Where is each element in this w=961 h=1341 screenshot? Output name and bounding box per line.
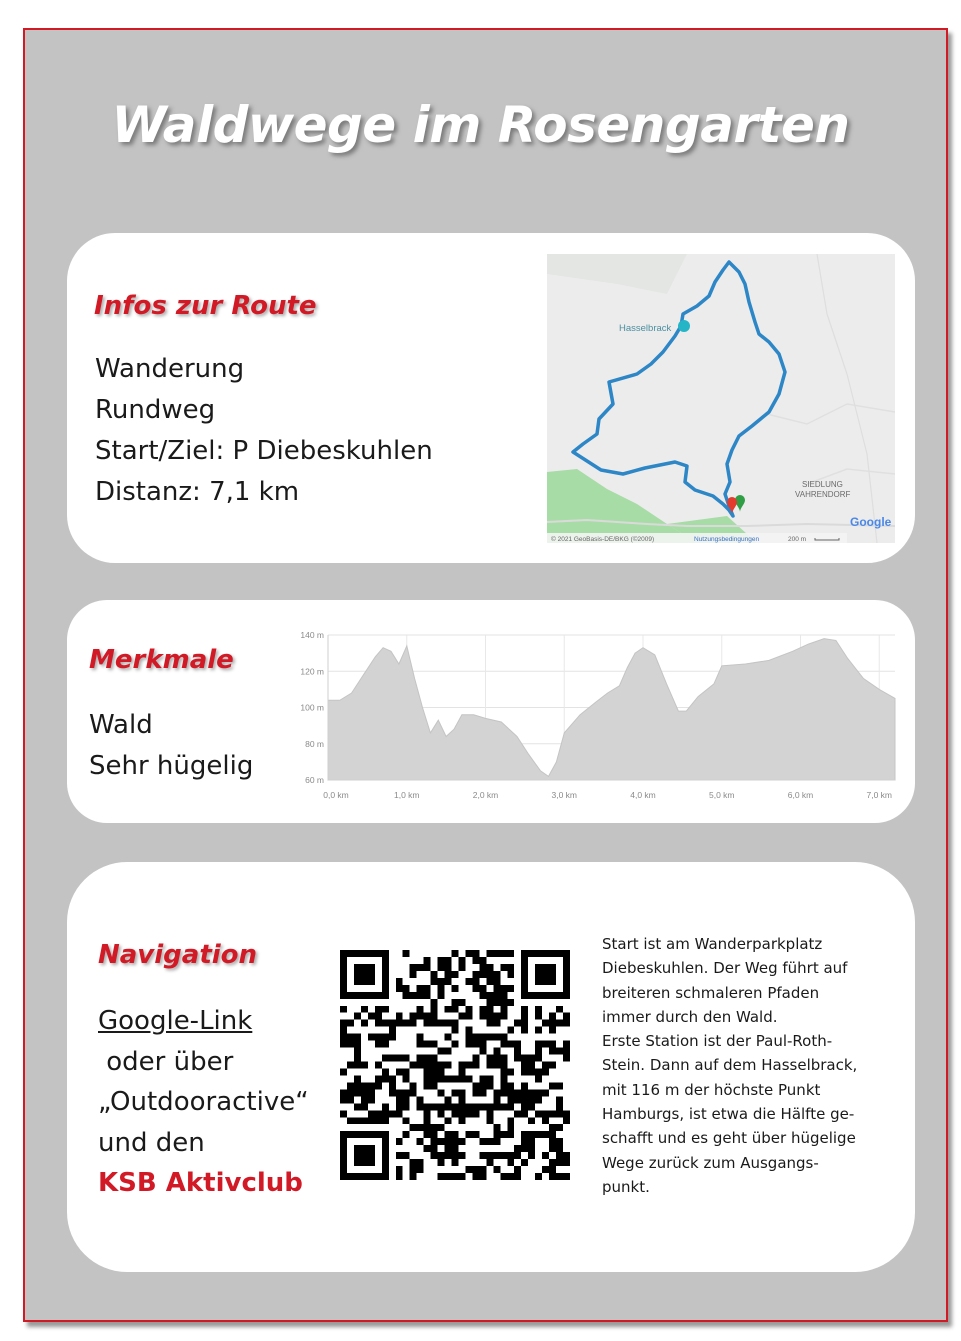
feature-hilly: Sehr hügelig	[89, 751, 254, 781]
navigation-text	[98, 1001, 309, 1204]
y-tick-label: 80 m	[305, 738, 324, 749]
nav-line-oder: oder über	[98, 1046, 234, 1077]
route-description	[602, 932, 892, 1199]
map-label-vahrendorf: VAHRENDORF	[795, 490, 851, 499]
route-start: Start/Ziel: P Diebeskuhlen	[95, 436, 433, 466]
y-tick-label: 140 m	[300, 630, 324, 640]
description-line: Hamburgs, ist etwa die Hälfte ge-	[602, 1105, 855, 1124]
x-tick-label: 6,0 km	[787, 790, 814, 800]
navigation-heading: Navigation	[98, 940, 258, 970]
y-tick-label: 60 m	[305, 775, 324, 785]
description-line: Start ist am Wanderparkplatz	[602, 935, 823, 953]
description-line: breiteren schmaleren Pfaden	[602, 983, 820, 1002]
description-line: Erste Station ist der Paul-Roth-	[602, 1032, 833, 1051]
route-heading: Infos zur Route	[94, 291, 317, 321]
description-line: Diebeskuhlen. Der Weg führt auf	[602, 959, 848, 978]
map-label-hasselbrack: Hasselbrack	[619, 323, 672, 334]
x-tick-label: 5,0 km	[708, 790, 735, 800]
features-heading: Merkmale	[89, 645, 234, 675]
map-terms-link[interactable]: Nutzungsbedingungen	[694, 536, 760, 543]
route-details	[95, 349, 433, 513]
route-distance: Distanz: 7,1 km	[95, 477, 300, 507]
navigation-card	[67, 862, 915, 1272]
qr-modules	[340, 950, 570, 1180]
description-line: immer durch den Wald.	[602, 1007, 778, 1026]
google-link[interactable]: Google-Link	[98, 1006, 253, 1036]
x-tick-label: 4,0 km	[630, 790, 656, 800]
description-line: schafft und es geht über hügelige	[602, 1129, 856, 1148]
x-tick-label: 3,0 km	[551, 790, 578, 800]
map-label-siedlung: SIEDLUNG	[802, 480, 843, 489]
x-tick-label: 7,0 km	[866, 790, 893, 800]
elevation-chart	[297, 630, 897, 805]
feature-forest: Wald	[89, 710, 153, 740]
route-type: Wanderung	[95, 354, 245, 384]
qr-code[interactable]	[340, 946, 570, 1184]
y-tick-label: 100 m	[300, 702, 324, 713]
description-line: mit 116 m der höchste Punkt	[602, 1080, 821, 1099]
x-tick-label: 2,0 km	[472, 790, 499, 800]
route-info-card	[67, 233, 915, 563]
x-tick-label: 0,0 km	[323, 790, 349, 800]
camera-icon[interactable]	[678, 320, 690, 332]
features-card	[67, 600, 915, 823]
map-scale: 200 m	[788, 536, 807, 543]
ksb-aktivclub-link[interactable]: KSB Aktivclub	[98, 1168, 303, 1198]
nav-line-und: und den	[98, 1127, 205, 1158]
route-map[interactable]	[547, 254, 895, 543]
y-tick-label: 120 m	[300, 666, 324, 677]
description-line: Wege zurück zum Ausgangs-	[602, 1153, 819, 1172]
page-title: Waldwege im Rosengarten	[111, 96, 850, 154]
route-shape: Rundweg	[95, 395, 216, 425]
description-line: Stein. Dann auf dem Hasselbrack,	[602, 1056, 858, 1075]
google-logo: Google	[850, 515, 892, 529]
elevation-area	[328, 639, 895, 780]
description-line: punkt.	[602, 1177, 650, 1196]
x-tick-label: 1,0 km	[393, 790, 420, 800]
features-list	[89, 705, 253, 787]
map-copyright: © 2021 GeoBasis-DE/BKG (©2009)	[551, 536, 655, 543]
outdooractive-link: „Outdooractive“	[98, 1087, 309, 1117]
